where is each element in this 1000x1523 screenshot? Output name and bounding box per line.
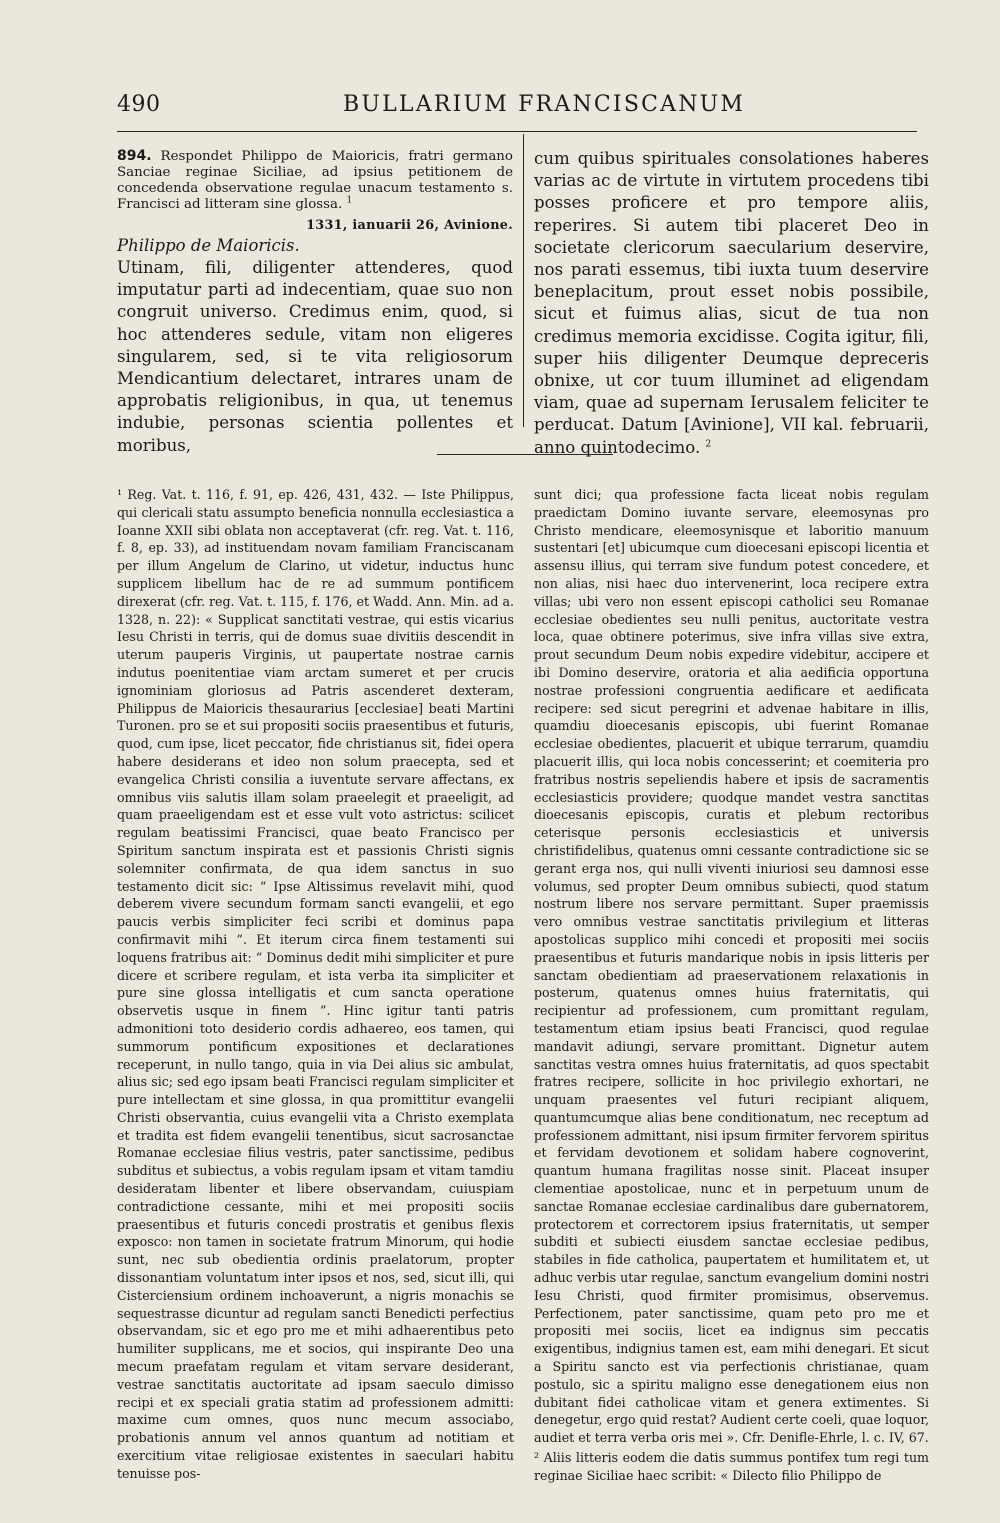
footnote-ref-1: 1 xyxy=(346,195,353,206)
header-rule xyxy=(117,131,917,132)
running-head: BULLARIUM FRANCISCANUM xyxy=(343,92,746,117)
body-text-left: Utinam, fili, diligenter attenderes, quod imputatur parti ad indecentiam, quae suo non congruit universo. Credimus enim, quod, si hoc attenderes sedule, vitam non eligeres singularem, sed, si te vita religiosorum Mendicantium delectaret, intrares unam de approbatis religionibus, in qua, ut tenemus indubie, personas scientia pollentes et moribus, xyxy=(117,258,513,455)
footnote-1-part-2: sunt dici; qua professione facta liceat nobis regulam praedictam Domino iuvante servare, eleemosynas pro Christo mendicare, eleemosynisque et laboritio manuum sustentari [et] ubicumque cum dioecesani episcopi licentia et assensu illius, qui terram sive fundum potest concedere, et non alias, nisi haec duo intervenerint, loca recipere extra villas; ubi vero non essent episcopi catholici seu Romanae ecclesiae obedientes seu nulli penitus, auctoritate vestra loca, quae obtinere poterimus, sive infra villas sive extra, prout secundum Deum nobis expedire videbitur, accipere et ibi Domino deservire, oratoria et alia aedificia opportuna nostrae professioni congruentia aedificare et aedificata recipere: sed sicut peregrini et advenae habitare in illis, quamdiu dioecesanis episcopis, ubi fuerint Romanae ecclesiae obedientes, placuerit et ubique terrarum, quamdiu placuerit illis, qui loca nobis concesserint; et coemiteria pro fratribus nostris sepeliendis habere et ipsis de sacramentis ecclesiasticis providere; quodque mandet vestra sanctitas dioecesanis episcopis, curatis et plebum rectoribus ceterisque personis ecclesiasticis et universis christifidelibus, quatenus omni cessante contradictione sic se gerant erga nos, qui nulli viventi iniuriosi seu damnosi esse volumus, sed propter Deum omnibus subiecti, quod statum nostrum libere nos servare permittant. Super praemissis vero omnibus vestrae sanctitatis privilegium et litteras apostolicas supplico mihi concedi et propositi mei sociis praesentibus et futuris mandarique nobis in ipsis litteris per sanctam obedientiam ad praeservationem relaxationis in posterum, quatenus omnes huius fraternitatis, qui recipientur ad professionem, cum promittant regulam, testamentum etiam ipsius beati Francisci, quod regulae mandavit adiungi, servare promittant. Dignetur autem sanctitas vestra omnes huius fraternitatis, ad quos spectabit fratres recipere, sollicite in hoc privilegio exhortari, ne unquam praesentes vel futuri recipiant aliquem, quantumcumque alias bene conditionatum, nec receptum ad professionem admittant, nisi ipsum firmiter fervorem spiritus et fervidam devotionem et solidam habere cognoverint, quantum humana fragilitas nosse sinit. Placeat insuper clementiae apostolicae, nunc et in perpetuum unum de sanctae Romanae ecclesiae cardinalibus dare gubernatorem, protectorem et correctorem ipsius fraternitatis, ut semper subditi et subiecti eiusdem sanctae ecclesiae pedibus, stabiles in fide catholica, paupertatem et humilitatem et, ut adhuc verbis utar regulae, sanctum evangelium domini nostri Iesu Christi, quod firmiter promisimus, observemus. Perfectionem, pater sanctissime, quam peto pro me et propositi mei sociis, licet ea indignus sim peccatis exigentibus, indignius tamen est, eam mihi denegari. Et sicut a Spiritu sancto est via perfectionis christianae, quam postulo, sic a spiritu maligno esse denegationem eius non dubitant fidei catholicae vitam et genera extimentes. Si denegetur, ergo quid restat? Audient certe coeli, quae loquor, audiet et terra verba oris mei ». Cfr. Denifle-Ehrle, l. c. IV, 67. xyxy=(534,487,929,1446)
footnotes-rule xyxy=(437,454,613,455)
footnote-ref-2: 2 xyxy=(705,439,712,450)
document-number: 894. xyxy=(117,148,152,164)
footnotes-left-column xyxy=(117,486,514,1483)
column-rule xyxy=(523,134,524,427)
page-header xyxy=(117,92,917,126)
body-text-right: cum quibus spirituales consolationes haberes varias ac de virtute in virtutem procedens tibi posses proficere et pro tempore aliis, reperires. Si autem tibi placeret Deo in societate clericorum saecularium deservire, nos parati essemus, tibi iuxta tuum deservire beneplacitum, prout esset nobis possibile, sicut et fuimus alias, sicut de tua non credimus memoria excidisse. Cogita igitur, fili, super hiis diligenter Deumque depreceris obnixe, ut cor tuum illuminet ad eligendam viam, quae ad supernam Ierusalem feliciter te perducat. Datum [Avinione], VII kal. februarii, anno quintodecimo. xyxy=(534,149,929,457)
document-addressee: Philippo de Maioricis. xyxy=(117,236,300,255)
footnote-2: ² Aliis litteris eodem die datis summus pontifex tum regi tum reginae Siciliae haec scribit: « Dilecto filio Philippo de xyxy=(534,1450,929,1483)
main-text-left-column xyxy=(117,148,513,457)
page-number: 490 xyxy=(117,92,161,117)
body-text-right-paragraph xyxy=(534,148,929,459)
footnote-1-part-1: ¹ Reg. Vat. t. 116, f. 91, ep. 426, 431, 432. — Iste Philippus, qui clericali statu assumpto beneficia nonnulla ecclesiastica a Ioanne XXII sibi oblata non acceptaverat (cfr. reg. Vat. t. 116, f. 8, ep. 33), ad instituendam novam familiam Franciscanam per illum Angelum de Clarino, ut videtur, inductus hunc supplicem libellum hac de re ad summum pontificem direxerat (cfr. reg. Vat. t. 115, f. 176, et Wadd. Ann. Min. ad a. 1328, n. 22): « Supplicat sanctitati vestrae, qui estis vicarius Iesu Christi in terris, qui de domus suae divitiis descendit in uterum pauperis Virginis, ut paupertate nostrae carnis indutus poenitentiae viam arctam sumeret et per crucis ignominiam gloriosus ad Patris ascenderet dexteram, Philippus de Maioricis thesaurarius [ecclesiae] beati Martini Turonen. pro se et sui propositi sociis praesentibus et futuris, quod, cum ipse, licet peccator, fide christianus sit, fidei opera habere desiderans et ideo non solum praecepta, sed et evangelica Christi consilia a iuventute servare affectans, ex omnibus viis salutis illam solam praeelegit et praeeligit, ad quam praeeligendam est et esse vult voto astrictus: scilicet regulam beatissimi Francisci, quae beato Francisco per Spiritum sanctum inspirata est et passionis Christi signis solemniter confirmata, de qua idem sanctus in suo testamento dicit sic: “ Ipse Altissimus revelavit mihi, quod deberem vivere secundum formam sancti evangelii, et ego paucis verbis simpliciter feci scribi et dominus papa confirmavit mihi ”. Et iterum circa finem testamenti sui loquens fratribus ait: “ Dominus dedit mihi simpliciter et pure dicere et scribere regulam, et ista verba ita simpliciter et pure sine glossa intelligatis et cum sancta operatione observetis usque in finem ”. Hinc igitur tanti patris admonitioni toto desiderio cordis adhaereo, eos tamen, qui summorum pontificum expositiones et declarationes receperunt, in nullo tango, quia in via Dei alius sic ambulat, alius sic; sed ego ipsam beati Francisci regulam simpliciter et pure intellectam et sine glossa, in qua promittitur evangelii Christi observantia, cuius evangelii vita a Christo exemplata et tradita est fidem evangelii tenentibus, sicut sacrosanctae Romanae ecclesiae filius vestris, pater sanctissime, pedibus subditus et subiectus, a vobis regulam ipsam et vitam tamdiu desideratam libenter et libere observandam, cuiuspiam contradictione cessante, mihi et mei propositi sociis praesentibus et futuris concedi prostratis et genibus flexis exposco: non tamen in societate fratrum Minorum, qui hodie sunt, nec sub obedientia ordinis praelatorum, propter dissonantiam voluntatum inter ipsos et nos, sed, sicut illi, qui Cisterciensium ordinem inchoaverunt, a nigris monachis se sequestrasse dicuntur ad regulam sancti Benedicti perfectius observandam, sic et ego pro me et mihi adhaerentibus peto humiliter supplicans, me et socios, qui inspirante Deo una mecum praefatam regulam et vitam servare desiderant, vestrae sanctitatis auctoritate ad ipsam saeculo dimisso recipi et ex speciali gratia statim ad professionem admitti: maxime cum omnes, quos nunc mecum associabo, probationis annum vel annos quantum ad notitiam et exercitium vitae religiosae existentes in saeculari habitu tenuisse pos- xyxy=(117,487,514,1481)
footnotes-right-column xyxy=(534,486,929,1485)
regesta-text: Respondet Philippo de Maioricis, fratri germano Sanciae reginae Siciliae, ad ipsius petitionem de concedenda observatione regulae unacum testamento s. Francisci ad litteram sine glossa. xyxy=(117,149,513,212)
document-dating: 1331, ianuarii 26, Avinione. xyxy=(306,218,513,233)
document-regesta xyxy=(117,148,513,213)
main-text-right-column xyxy=(534,148,929,459)
